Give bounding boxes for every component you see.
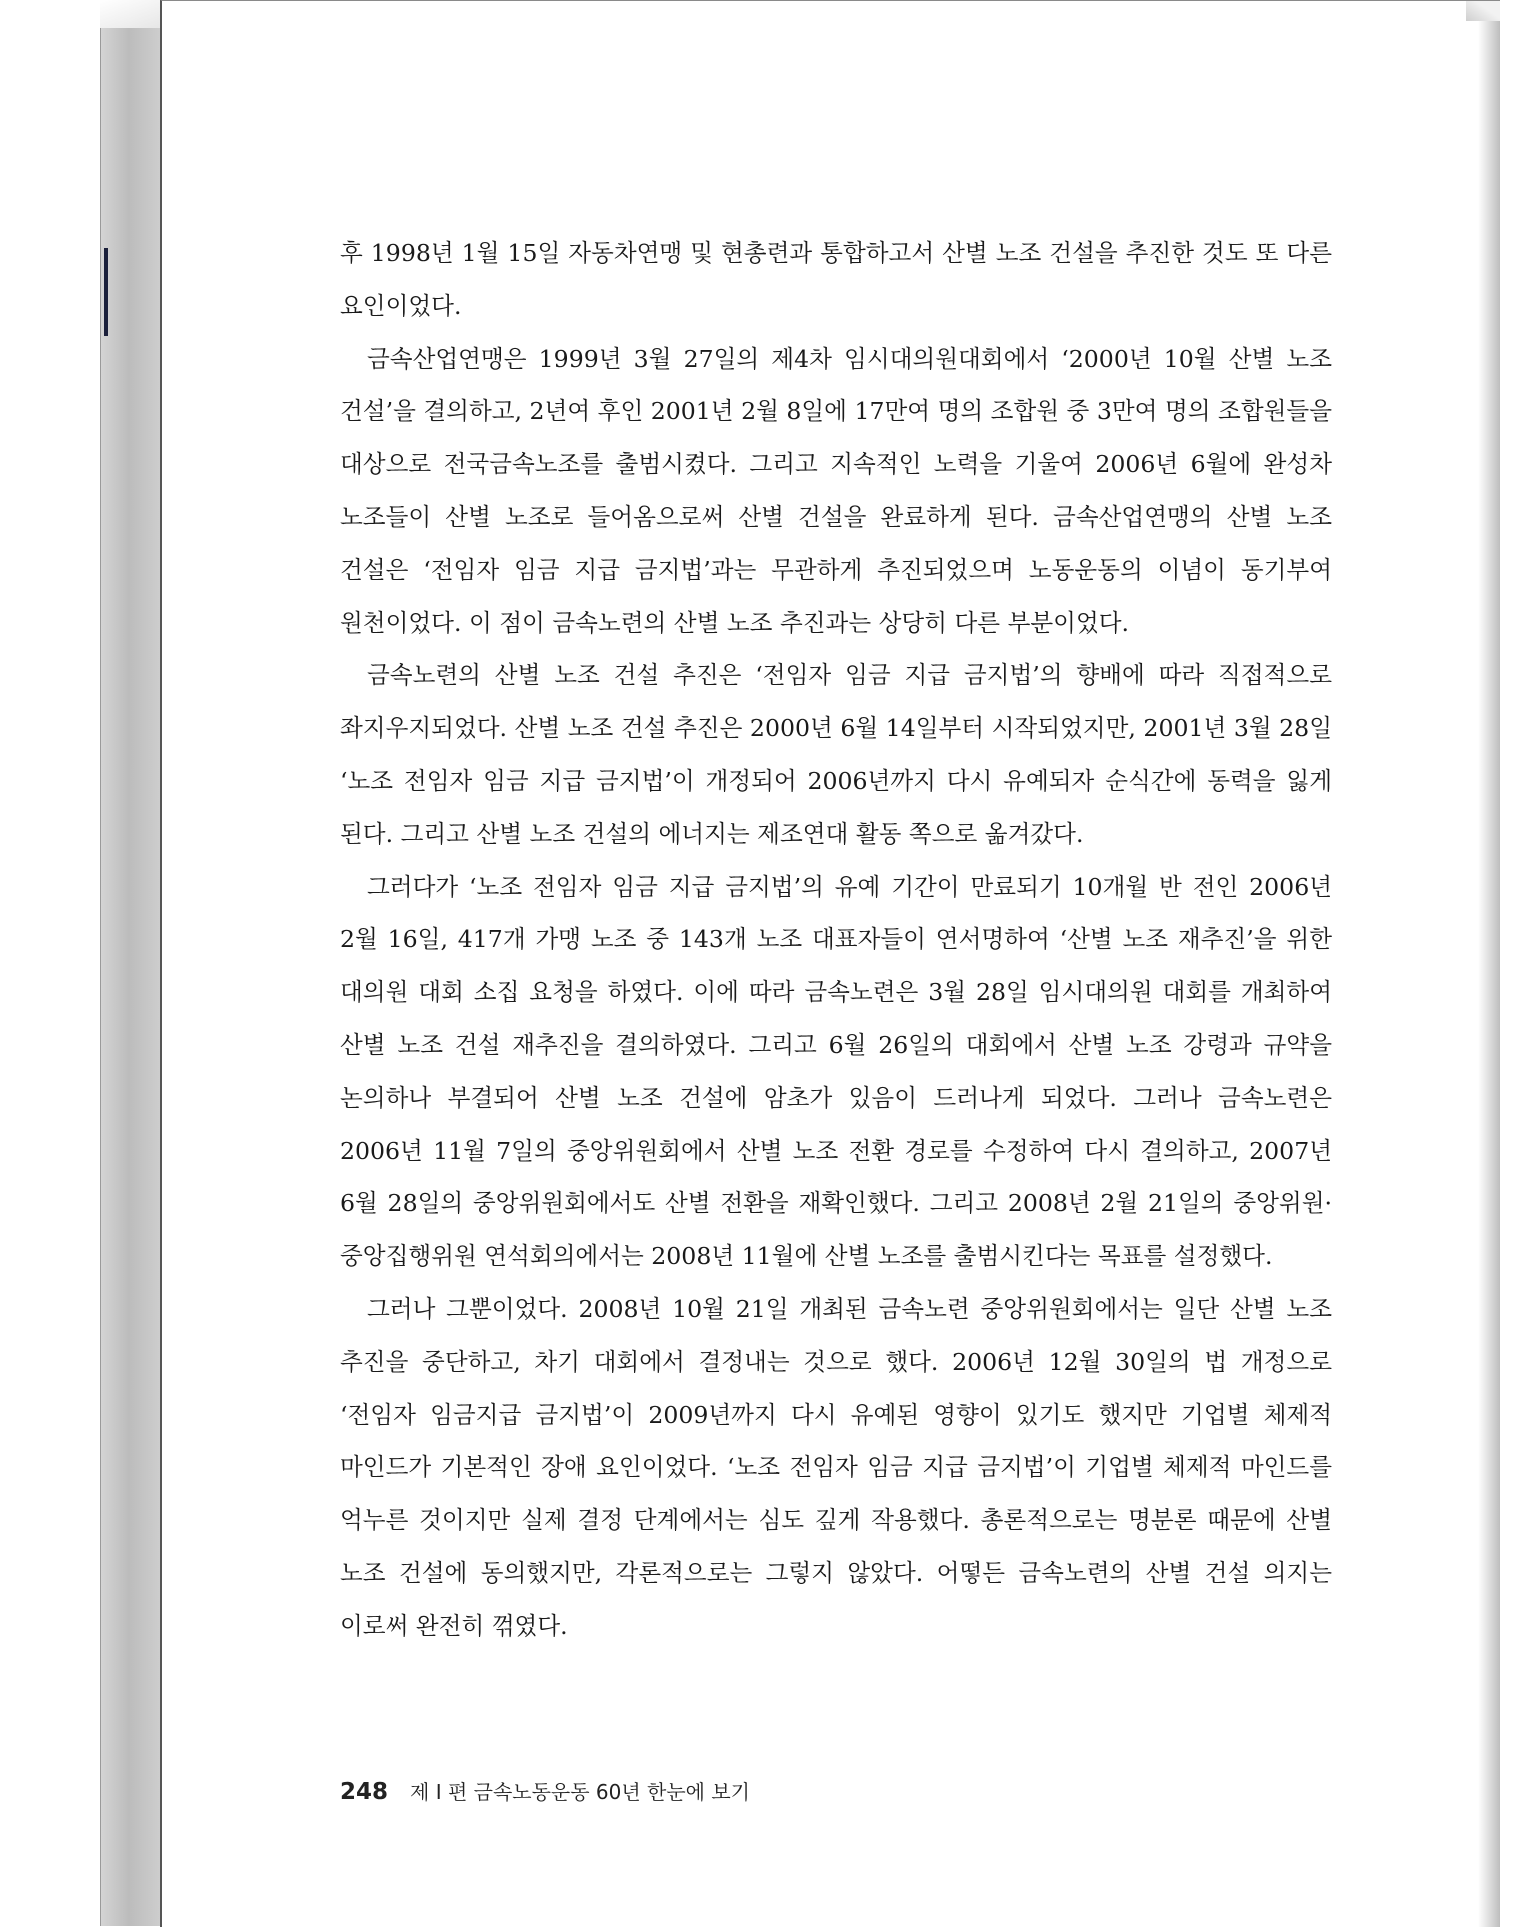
paragraph-5: 그러나 그뿐이었다. 2008년 10월 21일 개최된 금속노련 중앙위원회에서는 일단 산별 노조 추진을 중단하고, 차기 대회에서 결정내는 것으로 했다. 2006년 12월 30일의 법 개정으로 ‘전임자 임금지급 금지법’이 2009년까지 다시 유예된 영향이 있기도 했지만 기업별 체제적 마인드가 기본적인 장애 요인이었다. ‘노조 전임자 임금 지급 금지법’이 기업별 체제적 마인드를 억누른 것이지만 실제 결정 단계에서는 심도 깊게 작용했다. 총론적으로는 명분론 때문에 산별 노조 건설에 동의했지만, 각론적으로는 그렇지 않았다. 어떻든 금속노련의 산별 건설 의지는 이로써 완전히 꺾였다. xyxy=(340,1294,1332,1640)
page-number: 248 xyxy=(340,1779,389,1805)
page-footer xyxy=(340,1776,750,1812)
paragraph-1: 후 1998년 1월 15일 자동차연맹 및 현총련과 통합하고서 산별 노조 건설을 추진한 것도 또 다른 요인이었다. xyxy=(340,239,1332,320)
paragraph-4: 그러다가 ‘노조 전임자 임금 지급 금지법’의 유예 기간이 만료되기 10개월 반 전인 2006년 2월 16일, 417개 가맹 노조 중 143개 노조 대표자들이 연서명하여 ‘산별 노조 재추진’을 위한 대의원 대회 소집 요청을 하였다. 이에 따라 금속노련은 3월 28일 임시대의원 대회를 개최하여 산별 노조 건설 재추진을 결의하였다. 그리고 6월 26일의 대회에서 산별 노조 강령과 규약을 논의하나 부결되어 산별 노조 건설에 암초가 있음이 드러나게 되었다. 그러나 금속노련은 2006년 11월 7일의 중앙위원회에서 산별 노조 전환 경로를 수정하여 다시 결의하고, 2007년 6월 28일의 중앙위원회에서도 산별 전환을 재확인했다. 그리고 2008년 2월 21일의 중앙위원·중앙집행위원 연석회의에서는 2008년 11월에 산별 노조를 출범시킨다는 목표를 설정했다. xyxy=(340,872,1332,1271)
page-corner xyxy=(1466,1,1500,21)
running-head: 제 Ⅰ 편 금속노동운동 60년 한눈에 보기 xyxy=(410,1780,750,1804)
body-text xyxy=(340,227,1332,1653)
paragraph-3: 금속노련의 산별 노조 건설 추진은 ‘전임자 임금 지급 금지법’의 향배에 따라 직접적으로 좌지우지되었다. 산별 노조 건설 추진은 2000년 6월 14일부터 시작되었지만, 2001년 3월 28일 ‘노조 전임자 임금 지급 금지법’이 개정되어 2006년까지 다시 유예되자 순식간에 동력을 잃게 된다. 그리고 산별 노조 건설의 에너지는 제조연대 활동 쪽으로 옮겨갔다. xyxy=(340,661,1332,848)
book-page-edges xyxy=(100,12,163,1926)
page-gutter-shadow xyxy=(1478,1,1500,1927)
paragraph-2: 금속산업연맹은 1999년 3월 27일의 제4차 임시대의원대회에서 ‘2000년 10월 산별 노조 건설’을 결의하고, 2년여 후인 2001년 2월 8일에 17만여 명의 조합원 중 3만여 명의 조합원들을 대상으로 전국금속노조를 출범시켰다. 그리고 지속적인 노력을 기울여 2006년 6월에 완성차 노조들이 산별 노조로 들어옴으로써 산별 건설을 완료하게 된다. 금속산업연맹의 산별 노조 건설은 ‘전임자 임금 지급 금지법’과는 무관하게 추진되었으며 노동운동의 이념이 동기부여 원천이었다. 이 점이 금속노련의 산별 노조 추진과는 상당히 다른 부분이었다. xyxy=(340,344,1332,637)
book-edge-top xyxy=(100,0,162,28)
bookmark-ribbon xyxy=(104,248,108,336)
